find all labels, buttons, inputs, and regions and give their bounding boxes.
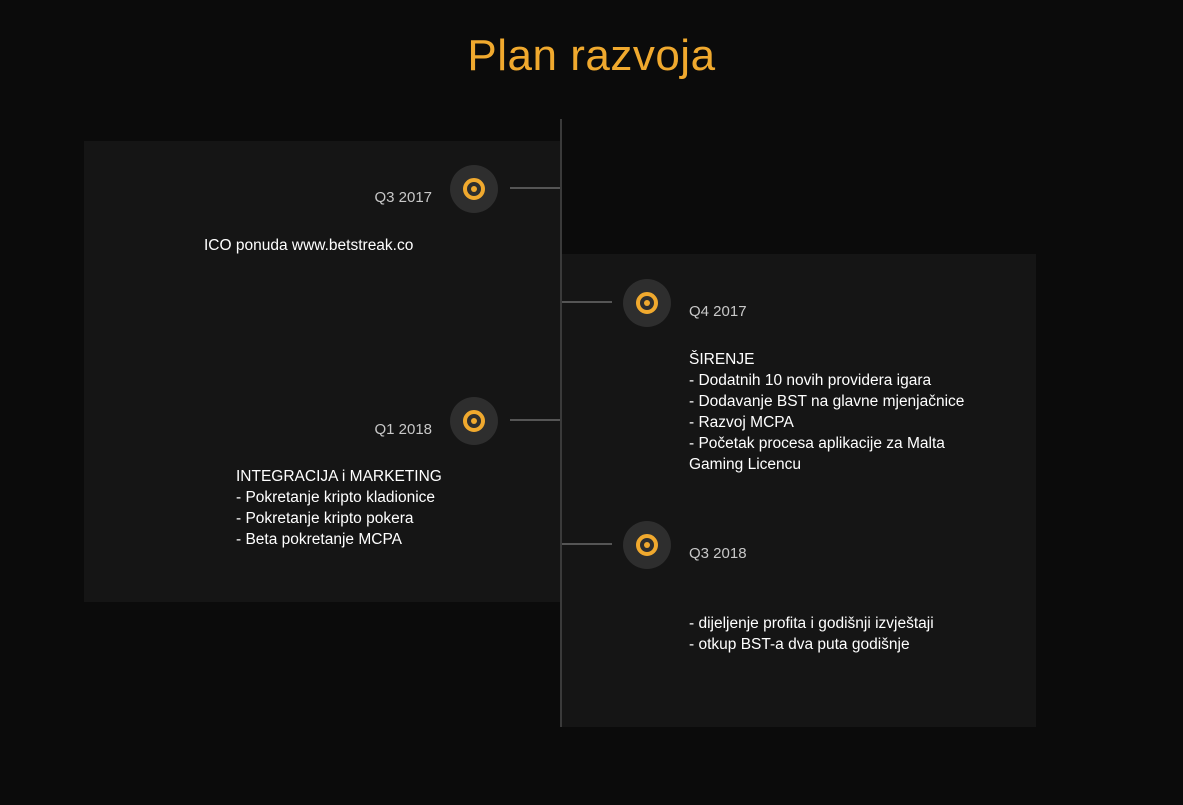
milestone-line: - Beta pokretanje MCPA <box>236 531 402 548</box>
timeline-connector <box>562 543 612 545</box>
milestone-content <box>689 613 934 655</box>
milestone-line: ŠIRENJE <box>689 351 755 368</box>
milestone-line: ICO ponuda www.betstreak.co <box>204 237 414 254</box>
milestone-line: - dijeljenje profita i godišnji izvještaji <box>689 615 934 632</box>
timeline-connector <box>510 419 560 421</box>
milestone-line: - Dodavanje BST na glavne mjenjačnice <box>689 393 965 410</box>
milestone-line: - Dodatnih 10 novih providera igara <box>689 372 932 389</box>
milestone-line: Gaming Licencu <box>689 456 802 473</box>
timeline-panel-right <box>562 254 1036 727</box>
milestone-line: - Razvoj MCPA <box>689 414 794 431</box>
timeline-axis <box>560 119 562 727</box>
target-icon <box>463 410 485 432</box>
timeline-connector <box>562 301 612 303</box>
milestone-content <box>204 235 413 256</box>
milestone-line: - otkup BST-a dva puta godišnje <box>689 636 910 653</box>
milestone-period: Q3 2017 <box>374 189 432 206</box>
milestone-line: INTEGRACIJA i MARKETING <box>236 468 442 485</box>
milestone-line: - Pokretanje kripto kladionice <box>236 489 436 506</box>
page-title: Plan razvoja <box>467 31 716 80</box>
milestone-marker <box>623 521 671 569</box>
milestone-marker <box>450 165 498 213</box>
milestone-marker <box>623 279 671 327</box>
milestone-line: - Početak procesa aplikacije za Malta <box>689 435 945 452</box>
target-icon <box>463 178 485 200</box>
milestone-marker <box>450 397 498 445</box>
milestone-period: Q3 2018 <box>689 545 747 562</box>
milestone-content <box>236 466 442 550</box>
milestone-period: Q1 2018 <box>374 421 432 438</box>
timeline-connector <box>510 187 560 189</box>
milestone-content <box>689 349 964 475</box>
milestone-period: Q4 2017 <box>689 303 747 320</box>
target-icon <box>636 292 658 314</box>
milestone-line: - Pokretanje kripto pokera <box>236 510 414 527</box>
target-icon <box>636 534 658 556</box>
